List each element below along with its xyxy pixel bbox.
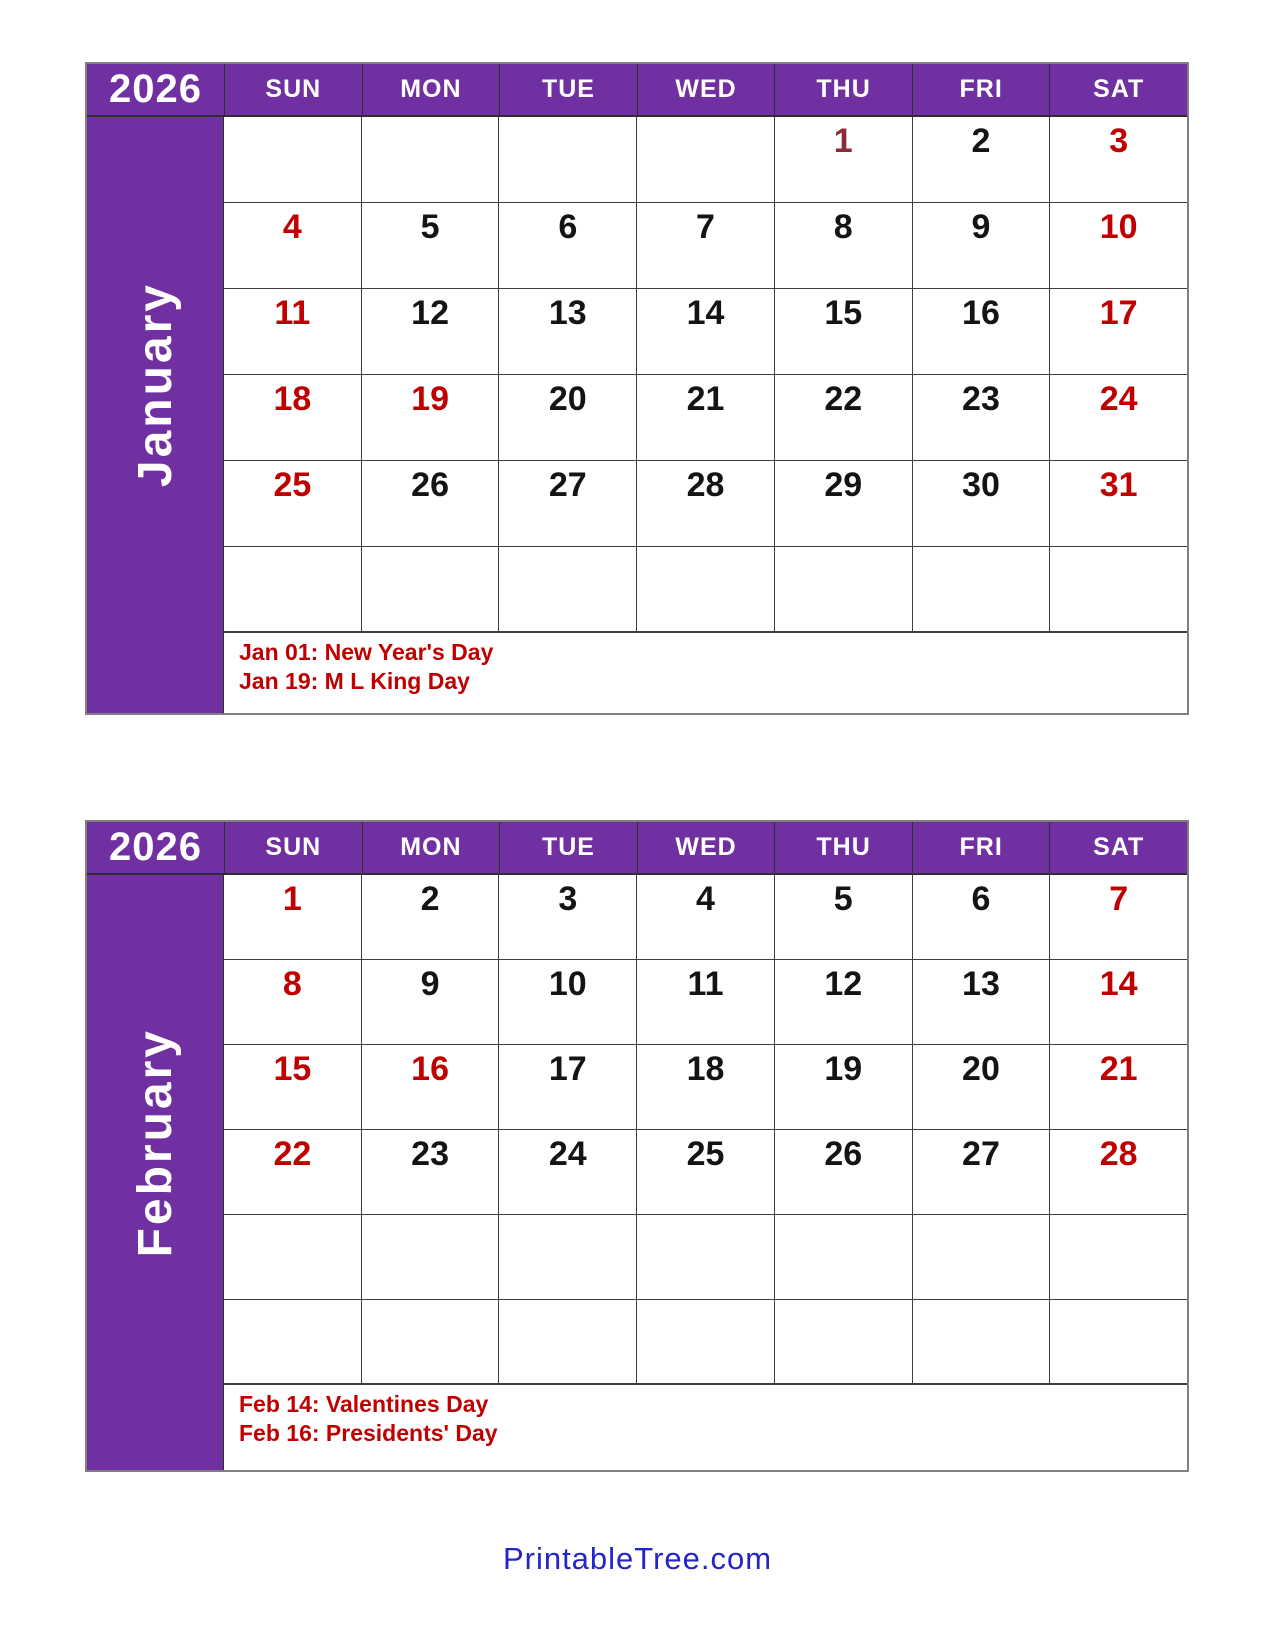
week-row (224, 461, 1187, 547)
date-cell-13: 13 (913, 960, 1051, 1044)
date-cell-2: 2 (362, 875, 500, 959)
date-cell-29: 29 (775, 461, 913, 546)
date-cell-12: 12 (362, 289, 500, 374)
date-cell-14: 14 (637, 289, 775, 374)
date-cell-1: 1 (775, 117, 913, 202)
date-cell-4: 4 (224, 203, 362, 288)
date-cell-21: 21 (637, 375, 775, 460)
empty-cell (362, 1215, 500, 1299)
date-cell-25: 25 (224, 461, 362, 546)
date-cell-1: 1 (224, 875, 362, 959)
date-cell-25: 25 (637, 1130, 775, 1214)
empty-cell (499, 1215, 637, 1299)
date-cell-6: 6 (913, 875, 1051, 959)
weekday-header-sat: SAT (1049, 822, 1187, 873)
empty-cell (637, 1300, 775, 1383)
date-cell-7: 7 (637, 203, 775, 288)
weekday-header-thu: THU (774, 822, 912, 873)
empty-cell (775, 1215, 913, 1299)
date-cell-20: 20 (913, 1045, 1051, 1129)
empty-cell (499, 1300, 637, 1383)
empty-cell (224, 1215, 362, 1299)
month-sidebar (87, 875, 224, 1470)
weekday-header-sun: SUN (224, 822, 362, 873)
date-cell-2: 2 (913, 117, 1051, 202)
week-row (224, 117, 1187, 203)
empty-cell (775, 1300, 913, 1383)
weekday-header-sun: SUN (224, 64, 362, 115)
empty-cell (224, 117, 362, 202)
date-cell-7: 7 (1109, 880, 1129, 918)
date-grid (224, 875, 1187, 1470)
week-row (224, 1300, 1187, 1385)
weekday-header-sat: SAT (1049, 64, 1187, 115)
empty-cell (362, 117, 500, 202)
empty-cell (224, 1300, 362, 1383)
date-cell-19: 19 (775, 1045, 913, 1129)
date-cell-4: 4 (637, 875, 775, 959)
weekday-header-wed: WED (637, 64, 775, 115)
empty-cell (637, 547, 775, 631)
empty-cell (499, 547, 637, 631)
date-cell-9: 9 (913, 203, 1051, 288)
week-row (224, 375, 1187, 461)
date-cell-26: 26 (775, 1130, 913, 1214)
footer-link[interactable]: PrintableTree.com (502, 1541, 773, 1576)
year-label: 2026 (109, 825, 202, 869)
date-cell-21: 21 (1099, 1050, 1138, 1088)
week-row (224, 203, 1187, 289)
date-cell-22: 22 (224, 1130, 362, 1214)
date-cell-16: 16 (362, 1045, 500, 1129)
calendar-february (85, 820, 1189, 1472)
weekday-header-mon: MON (362, 822, 500, 873)
holiday-note-line: Feb 14: Valentines Day (239, 1391, 489, 1417)
date-cell-14: 14 (1099, 965, 1138, 1003)
date-cell-18: 18 (224, 375, 362, 460)
date-cell-18: 18 (637, 1045, 775, 1129)
date-cell-19: 19 (362, 375, 500, 460)
week-row (224, 289, 1187, 375)
date-cell-15: 15 (224, 1045, 362, 1129)
month-name-label: February (128, 1027, 182, 1258)
weekday-header-mon: MON (362, 64, 500, 115)
date-cell-10: 10 (499, 960, 637, 1044)
empty-cell (913, 1300, 1051, 1383)
weekday-header-tue: TUE (499, 64, 637, 115)
date-cell-6: 6 (499, 203, 637, 288)
weekday-header-fri: FRI (912, 64, 1050, 115)
empty-cell (637, 117, 775, 202)
empty-cell (913, 547, 1051, 631)
holiday-note-line: Jan 19: M L King Day (239, 668, 470, 694)
date-grid (224, 117, 1187, 713)
week-row (224, 1215, 1187, 1300)
empty-cell (1050, 1215, 1187, 1299)
date-cell-20: 20 (499, 375, 637, 460)
week-row (224, 1045, 1187, 1130)
date-cell-30: 30 (913, 461, 1051, 546)
holiday-notes (224, 1385, 1187, 1470)
date-cell-15: 15 (775, 289, 913, 374)
empty-cell (1050, 1300, 1187, 1383)
date-cell-8: 8 (224, 960, 362, 1044)
empty-cell (224, 547, 362, 631)
weekday-header-wed: WED (637, 822, 775, 873)
calendar-header (87, 64, 1187, 117)
empty-cell (362, 547, 500, 631)
date-cell-13: 13 (499, 289, 637, 374)
weekday-header-tue: TUE (499, 822, 637, 873)
weekday-header-fri: FRI (912, 822, 1050, 873)
week-row (224, 1130, 1187, 1215)
month-sidebar (87, 117, 224, 713)
footer (0, 1541, 1275, 1577)
date-cell-26: 26 (362, 461, 500, 546)
date-cell-17: 17 (499, 1045, 637, 1129)
empty-cell (499, 117, 637, 202)
date-cell-10: 10 (1099, 208, 1138, 246)
empty-cell (637, 1215, 775, 1299)
weekday-header-thu: THU (774, 64, 912, 115)
week-row (224, 875, 1187, 960)
date-cell-23: 23 (362, 1130, 500, 1214)
date-cell-9: 9 (362, 960, 500, 1044)
date-cell-3: 3 (499, 875, 637, 959)
holiday-notes (224, 633, 1187, 713)
date-cell-24: 24 (499, 1130, 637, 1214)
date-cell-5: 5 (362, 203, 500, 288)
date-cell-8: 8 (775, 203, 913, 288)
date-cell-23: 23 (913, 375, 1051, 460)
date-cell-17: 17 (1099, 294, 1138, 332)
date-cell-5: 5 (775, 875, 913, 959)
week-row (224, 960, 1187, 1045)
date-cell-12: 12 (775, 960, 913, 1044)
empty-cell (1050, 547, 1187, 631)
date-cell-27: 27 (499, 461, 637, 546)
date-cell-11: 11 (637, 960, 775, 1044)
date-cell-11: 11 (224, 289, 362, 374)
calendar-january (85, 62, 1189, 715)
month-name-label: January (128, 282, 182, 488)
empty-cell (913, 1215, 1051, 1299)
empty-cell (362, 1300, 500, 1383)
date-cell-16: 16 (913, 289, 1051, 374)
date-cell-28: 28 (1099, 1135, 1138, 1173)
calendar-header (87, 822, 1187, 875)
holiday-note-line: Feb 16: Presidents' Day (239, 1420, 498, 1446)
holiday-note-line: Jan 01: New Year's Day (239, 639, 494, 665)
date-cell-28: 28 (637, 461, 775, 546)
date-cell-3: 3 (1109, 122, 1129, 160)
date-cell-27: 27 (913, 1130, 1051, 1214)
date-cell-31: 31 (1099, 466, 1138, 504)
date-cell-22: 22 (775, 375, 913, 460)
date-cell-24: 24 (1099, 380, 1138, 418)
week-row (224, 547, 1187, 633)
year-label: 2026 (109, 67, 202, 111)
empty-cell (775, 547, 913, 631)
